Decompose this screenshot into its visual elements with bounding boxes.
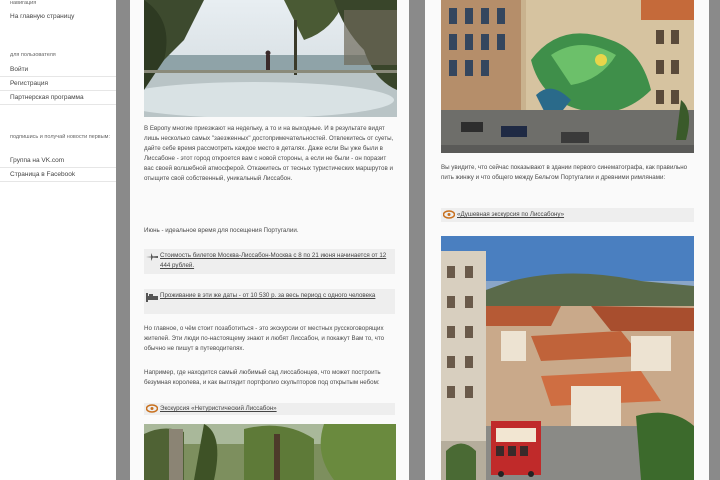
hotel-price-link[interactable]: Проживание в эти же даты - от 10 530 р. за весь период с одного человека <box>160 292 376 299</box>
lisbon-park-photo <box>144 0 397 117</box>
partner-program-link[interactable]: Партнерская программа <box>0 91 116 105</box>
airplane-icon <box>146 252 158 266</box>
mural-building-photo <box>441 0 694 153</box>
home-link[interactable]: На главную страницу <box>10 13 75 20</box>
flight-price-box <box>144 249 395 274</box>
gutter <box>409 0 425 480</box>
ticket-icon <box>443 210 455 223</box>
excursion-link[interactable]: Экскурсия «Нетуристический Лиссабон» <box>160 405 277 412</box>
gutter <box>709 0 720 480</box>
vk-group-link[interactable]: Группа на VK.com <box>0 154 116 168</box>
article-column-right <box>425 0 709 480</box>
excursion-box-right <box>441 208 694 222</box>
bed-icon <box>146 292 158 306</box>
subscribe-section-title: подпишись и получай новости первым: <box>10 134 110 140</box>
hotel-price-box <box>144 289 395 314</box>
flight-price-link[interactable]: Стоимость билетов Москва-Лиссабон-Москва с 8 по 21 июня начинается от 12 444 рублей. <box>160 252 387 269</box>
sidebar <box>0 0 116 480</box>
example-paragraph: Например, где находится самый любимый сад лиссабонцев, что может построить безумная королева, и как выглядит портфолио скульпторов под открытым небом: <box>144 369 381 386</box>
gutter <box>116 0 130 480</box>
nav-section-title: навигация <box>10 0 37 6</box>
garden-photo <box>144 424 396 480</box>
excursions-paragraph: Но главное, о чём стоит позаботиться - это экскурсии от местных русскоговорящих жителей. Эти люди по-настоящему знают и любят Лиссабон, и покажут Вам то, что обычно не пишут в путеводителях. <box>144 325 385 352</box>
facebook-page-link[interactable]: Страница в Facebook <box>0 168 116 182</box>
register-link[interactable]: Регистрация <box>0 77 116 91</box>
excursion-box <box>144 403 395 415</box>
lisbon-tram-photo <box>441 236 694 480</box>
cinema-paragraph: Вы увидите, что сейчас показывают в здании первого синематографа, как правильно пить жинжу и что общего между Бельгом Португалии и древними римлянами: <box>441 164 688 181</box>
intro-paragraph: В Европу многие приезжают на недельку, а то и на выходные. И в результате видят лишь несколько самых "заезженных" достопримечательностей. Отвлекитесь от суеты, дайте себе время рассмотреть каждое место в деталях. Даже если Вы уже были в Лиссабоне - этот город откроется вам с новой стороны, а если не были - он поразит вас своей волшебной атмосферой. Откажитесь от тесных туристических маршрутов и отыщите свой собственный, уникальный Лиссабон. <box>144 125 394 182</box>
article-column-left <box>130 0 409 480</box>
june-paragraph: Июнь - идеальное время для посещения Португалии. <box>144 227 299 234</box>
soulful-excursion-link[interactable]: «Душевная экскурсия по Лиссабону» <box>457 211 565 218</box>
ticket-icon <box>146 404 158 417</box>
users-section-title: для пользователя <box>10 52 56 58</box>
login-link[interactable]: Войти <box>0 63 116 77</box>
